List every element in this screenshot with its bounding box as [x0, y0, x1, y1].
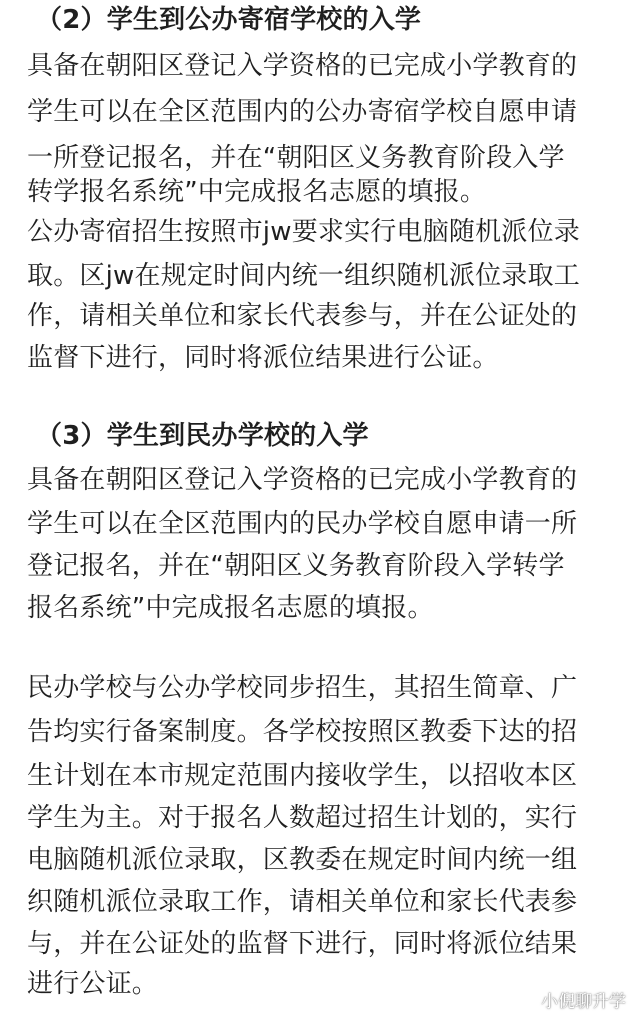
section-2-line: 转学报名系统”中完成报名志愿的填报。: [27, 177, 487, 207]
section-2-line: 公办寄宿招生按照市jw要求实行电脑随机派位录: [27, 217, 580, 247]
section-2-heading: （2）学生到公办寄宿学校的入学: [36, 5, 422, 35]
section-3-paragraph-line: 织随机派位录取工作，请相关单位和家长代表参: [27, 887, 578, 917]
watermark-text: 小倪聊升学: [541, 992, 626, 1012]
section-3-line: 报名系统”中完成报名志愿的填报。: [27, 593, 434, 623]
section-3-paragraph-line: 进行公证。: [27, 969, 159, 999]
section-3-paragraph-line: 告均实行备案制度。各学校按照区教委下达的招: [27, 717, 578, 747]
section-2-line: 取。区jw在规定时间内统一组织随机派位录取工: [27, 261, 580, 291]
section-2-line: 具备在朝阳区登记入学资格的已完成小学教育的: [27, 51, 578, 81]
section-3-line: 具备在朝阳区登记入学资格的已完成小学教育的: [27, 465, 578, 495]
section-2-line: 作，请相关单位和家长代表参与，并在公证处的: [27, 301, 578, 331]
section-3-line: 登记报名，并在“朝阳区义务教育阶段入学转学: [27, 551, 565, 581]
section-3-heading: （3）学生到民办学校的入学: [36, 421, 369, 451]
section-3-paragraph-line: 生计划在本市规定范围内接收学生，以招收本区: [27, 761, 578, 791]
section-3-paragraph-line: 与，并在公证处的监督下进行，同时将派位结果: [27, 929, 578, 959]
section-2-line: 监督下进行，同时将派位结果进行公证。: [27, 343, 499, 373]
watermark: [507, 987, 626, 1012]
section-2-line: 学生可以在全区范围内的公办寄宿学校自愿申请: [27, 97, 578, 127]
section-3-paragraph-line: 学生为主。对于报名人数超过招生计划的，实行: [27, 803, 578, 833]
wechat-icon: [507, 989, 535, 1011]
section-3-paragraph-line: 电脑随机派位录取，区教委在规定时间内统一组: [27, 845, 578, 875]
section-3-paragraph-line: 民办学校与公办学校同步招生，其招生简章、广: [27, 673, 578, 703]
section-3-line: 学生可以在全区范围内的民办学校自愿申请一所: [27, 509, 578, 539]
section-2-line: 一所登记报名，并在“朝阳区义务教育阶段入学: [27, 143, 565, 173]
